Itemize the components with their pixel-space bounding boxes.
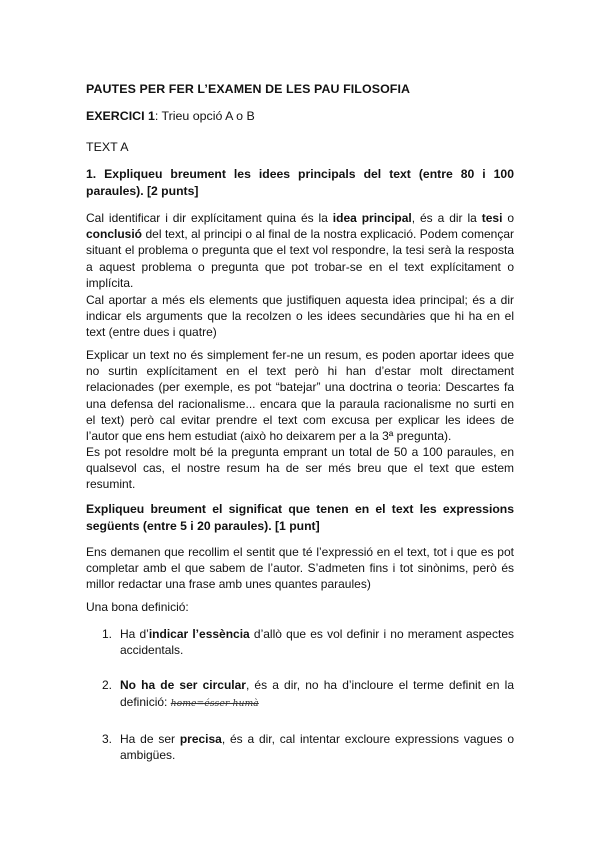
paragraph-sentit: Ens demanen que recollim el sentit que té l’expressió en el text, tot i que es pot completar amb el que sabem de l’autor. S’admeten fins i tot sinònims, però és millor redactar una frase amb unes quantes paraules) xyxy=(86,545,514,592)
text-run: , és a dir, no ha d’incloure el terme definit en la definició: xyxy=(120,678,514,709)
struck-example: home=ésser humà xyxy=(170,698,259,709)
text-run: , és a dir la xyxy=(411,211,482,225)
text-run: Cal identificar i dir explícitament quina és la xyxy=(86,211,333,225)
bold-term: indicar l’essència xyxy=(148,627,250,641)
text-label: TEXT A xyxy=(86,140,129,154)
paragraph-explicar: Explicar un text no és simplement fer-ne un resum, es poden aportar idees que no surtin explícitament en el text però hi han d’estar molt directament relacionades (per exemple, es pot “batejar” una doctrina o teoria: Descartes fa una defensa del racionalisme... encara que la paraula racionalisme no surti en el text) però cal evitar prendre el text com excusa per explicar les idees de l’autor que ens hem estudiat (això ho deixarem per a la 3ª pregunta). xyxy=(86,348,514,444)
page-title: PAUTES PER FER L’EXAMEN DE LES PAU FILOSOFIA xyxy=(86,82,411,96)
definition-list xyxy=(86,626,514,763)
list-number: 3. xyxy=(102,731,113,746)
paragraph-arguments: Cal aportar a més els elements que justifiquen aquesta idea principal; és a dir indicar els arguments que la recolzen o les idees secundàries que hi ha en el text (entre dues i quatre) xyxy=(86,293,514,340)
definition-intro: Una bona definició: xyxy=(86,600,189,614)
question-1: 1. Expliqueu breument les idees principals del text (entre 80 i 100 paraules). [2 punts] xyxy=(86,167,514,198)
list-item xyxy=(86,626,514,658)
list-number: 1. xyxy=(102,627,113,641)
list-number: 2. xyxy=(102,678,113,693)
paragraph-idea-principal xyxy=(86,210,514,291)
bold-term: precisa xyxy=(179,731,222,746)
bold-term: idea principal xyxy=(332,211,412,225)
exercise-label: EXERCICI 1 xyxy=(86,109,155,123)
bold-term: tesi xyxy=(481,211,503,225)
bold-term: No ha de ser circular xyxy=(120,678,246,693)
exercise-instruction: : Trieu opció A o B xyxy=(154,109,255,123)
text-run: , és a dir, cal intentar excloure expressions vagues o ambigües. xyxy=(120,731,514,763)
text-run: del text, al principi o al final de la nostra explicació. Podem començar situant el problema o pregunta que el text vol respondre, la tesi serà la resposta a aquest problema o pregunta que pot trobar-se en el text explícitament o implícita. xyxy=(86,227,514,290)
list-item xyxy=(86,677,514,711)
text-run: Ha de ser xyxy=(120,731,180,746)
text-run: d’allò que es vol definir i no merament aspectes accidentals. xyxy=(120,627,514,658)
text-run: o xyxy=(502,211,514,225)
exercise-heading xyxy=(86,109,514,123)
list-item xyxy=(86,731,514,763)
text-run: Ha d’ xyxy=(120,627,149,641)
bold-term: conclusió xyxy=(86,227,143,242)
question-2: Expliqueu breument el significat que tenen en el text les expressions següents (entre 5 i 20 paraules). [1 punt] xyxy=(86,502,514,533)
paragraph-resoldre: Es pot resoldre molt bé la pregunta emprant un total de 50 a 100 paraules, en qualsevol cas, el nostre resum ha de ser més breu que el text que estem resumint. xyxy=(86,445,514,492)
